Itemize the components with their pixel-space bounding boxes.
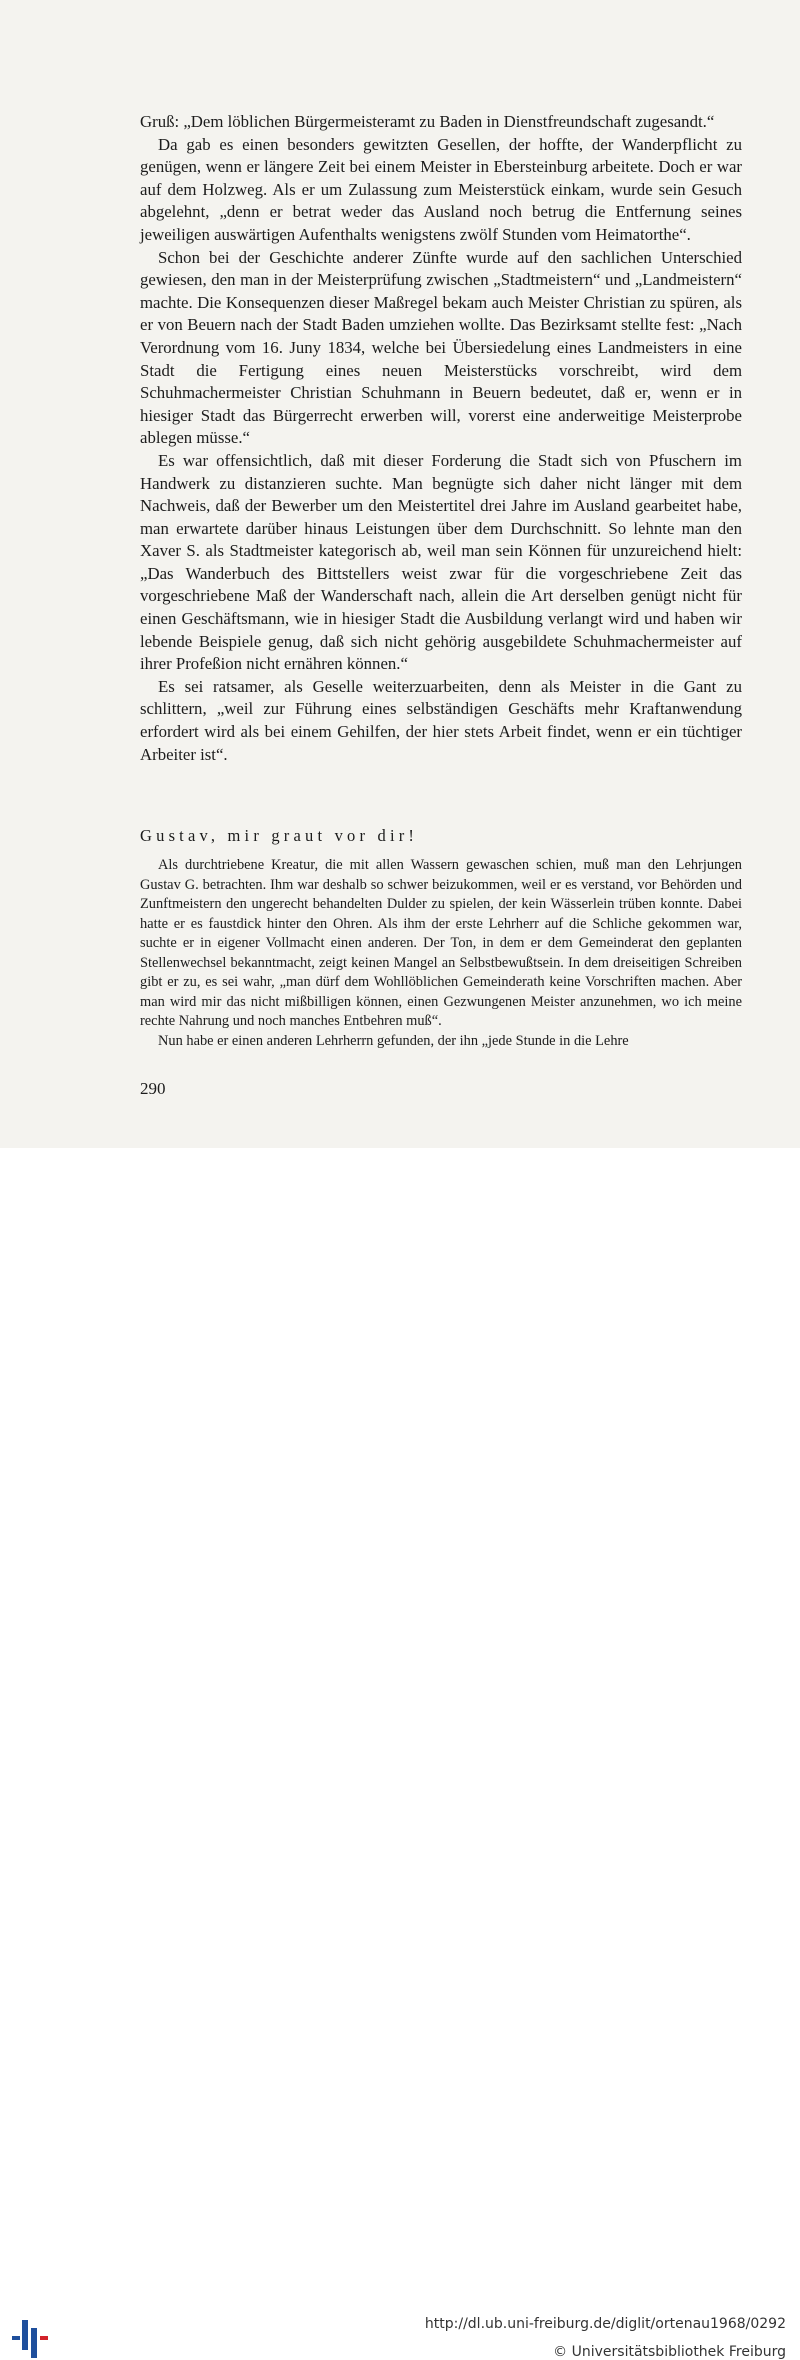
ub-freiburg-logo-icon[interactable] — [12, 2314, 52, 2358]
section-heading: Gustav, mir graut vor dir! — [140, 826, 419, 845]
source-url[interactable]: http://dl.ub.uni-freiburg.de/diglit/ortenau1968/0292 — [424, 2316, 786, 2332]
section-text — [140, 856, 742, 1051]
paragraph: Da gab es einen besonders gewitzten Gesellen, der hoffte, der Wanderpflicht zu genügen, wenn er längere Zeit bei einem Meister in Ebersteinburg arbeitete. Doch er war auf dem Holzweg. Als er um Zulassung zum Meisterstück einkam, wurde sein Gesuch abgelehnt, „denn er betrat weder das Ausland noch betrug die Entfernung seines jeweiligen auswärtigen Aufenthalts wenigstens zwölf Stunden vom Heimatorthe“. — [140, 134, 742, 244]
paragraph: Schon bei der Geschichte anderer Zünfte wurde auf den sachlichen Unterschied gewiesen, den man in der Meisterprüfung zwischen „Stadtmeistern“ und „Landmeistern“ machte. Die Konsequenzen dieser Maßregel bekam auch Meister Christian zu spüren, als er von Beuern nach der Stadt Baden umziehen wollte. Das Bezirksamt stellte fest: „Nach Verordnung vom 16. Juny 1834, welche bei Übersiedelung eines Landmeisters in eine Stadt die Fertigung eines neuen Meisterstücks vorschreibt, wird dem Schuhmachermeister Christian Schuhmann in Beuern bedeutet, daß er, wenn er in hiesiger Stadt das Bürgerrecht erwerben will, vorerst eine anderweitige Meisterprobe ablegen müsse.“ — [140, 247, 742, 448]
scanned-page — [0, 0, 800, 1148]
logo-bar-center-bottom-icon — [31, 2328, 37, 2358]
paragraph: Nun habe er einen anderen Lehrherrn gefunden, der ihn „jede Stunde in die Lehre — [158, 1032, 629, 1049]
page-number: 290 — [140, 1079, 166, 1098]
paragraph: Gruß: „Dem löblichen Bürgermeisteramt zu Baden in Dienstfreundschaft zugesandt.“ — [140, 112, 715, 131]
paragraph: Es sei ratsamer, als Geselle weiterzuarbeiten, denn als Meister in die Gant zu schlittern, „weil zur Führung eines selbständigen Geschäfts mehr Kraftanwendung erfordert wird als bei einem Gehilfen, der hier stets Arbeit findet, wenn er ein tüchtiger Arbeiter ist“. — [140, 676, 742, 764]
logo-bar-left-icon — [12, 2336, 20, 2340]
copyright-notice: © Universitätsbibliothek Freiburg — [553, 2344, 786, 2360]
main-text — [140, 111, 742, 766]
logo-bar-right-icon — [40, 2336, 48, 2340]
logo-bar-center-top-icon — [22, 2320, 28, 2350]
paragraph: Es war offensichtlich, daß mit dieser Forderung die Stadt sich von Pfuschern im Handwerk zu distanzieren suchte. Man begnügte sich daher nicht länger mit dem Nachweis, daß der Bewerber um den Meistertitel drei Jahre im Ausland gearbeitet habe, man erwartete darüber hinaus Leistungen über dem Durchschnitt. So lehnte man den Xaver S. als Stadtmeister kategorisch ab, weil man sein Können für unzureichend hielt: „Das Wanderbuch des Bittstellers weist zwar für die vorgeschriebene Zeit das vorgeschriebene Maß der Wanderschaft nach, allein die Art derselben genügt nicht für einen Geschäftsmann, wie in hiesiger Stadt die Ausbildung verlangt wird und haben wir lebende Beispiele genug, daß sich nicht gehörig ausgebildete Schuhmachermeister auf ihrer Profeßion nicht ernähren können.“ — [140, 450, 742, 674]
paragraph: Als durchtriebene Kreatur, die mit allen Wassern gewaschen schien, muß man den Lehrjungen Gustav G. betrachten. Ihm war deshalb so schwer beizukommen, weil er es verstand, vor Behörden und Zunftmeistern den ungerecht behandelten Dulder zu spielen, der kein Wässerlein trüben konnte. Dabei hatte er es faustdick hinter den Ohren. Als ihm der erste Lehrherr auf die Schliche gekommen war, suchte er in eigener Vollmacht einen anderen. Der Ton, in dem er dem Gemeinderat den geplanten Stellenwechsel bekanntmacht, zeigt keinen Mangel an Selbstbewußtsein. In dem dreiseitigen Schreiben gibt er zu, es sei wahr, „man dürf dem Wohllöblichen Gemeinderath keine Vorschriften machen. Aber man wird mir das nicht mißbilligen können, einen Gezwungenen Meister anzunehmen, wo ich meine rechte Nahrung und noch manches Entbehren muß“. — [140, 857, 742, 1029]
viewer-footer — [0, 1148, 800, 2360]
